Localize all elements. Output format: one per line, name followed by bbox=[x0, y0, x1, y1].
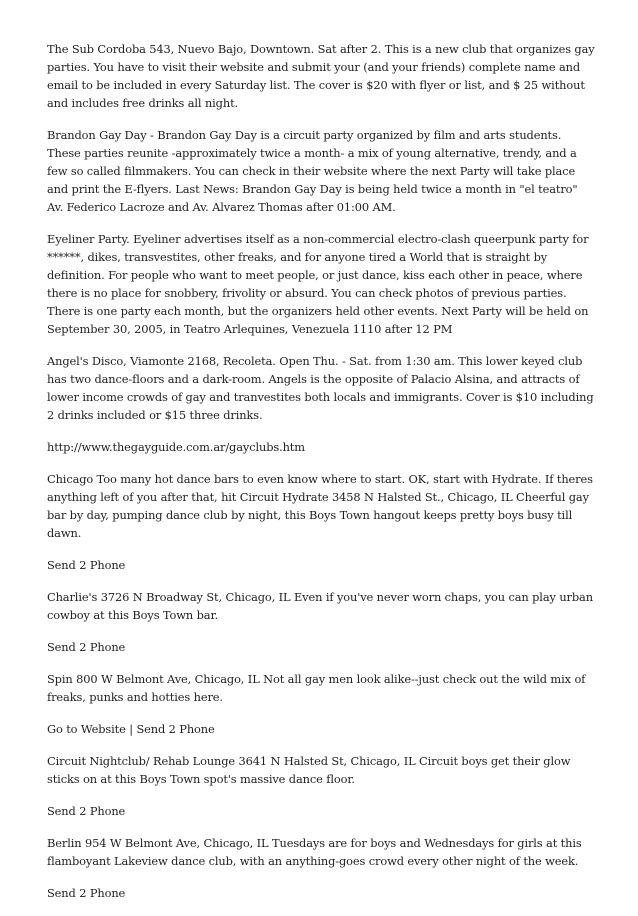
paragraph-brandon-gay-day: Brandon Gay Day - Brandon Gay Day is a circuit party organized by film and arts students. These parties reunite -approximately twice a month- a mix of young alternative, trendy, and a few so called filmmakers. You can check in their website where the next Party will take place and print the E-flyers. Last News: Brandon Gay Day is being held twice a month in "el teatro" Av. Federico Lacroze and Av. Alvarez Thomas after 01:00 AM. bbox=[47, 128, 578, 214]
send-2-phone-link[interactable]: Send 2 Phone bbox=[47, 804, 126, 818]
link-separator: | bbox=[129, 722, 133, 736]
paragraph-the-sub: The Sub Cordoba 543, Nuevo Bajo, Downtown. Sat after 2. This is a new club that organizes gay parties. You have to visit their website and submit your (and your friends) complete name and email to be included in every Saturday list. The cover is $20 with flyer or list, and $ 25 without and includes free drinks all night. bbox=[47, 42, 595, 110]
send-2-phone-link[interactable]: Send 2 Phone bbox=[47, 640, 126, 654]
listing-charlies-actions bbox=[47, 638, 595, 656]
document-page bbox=[47, 40, 595, 916]
paragraph-angels-disco: Angel's Disco, Viamonte 2168, Recoleta. Open Thu. - Sat. from 1:30 am. This lower keyed club has two dance-floors and a dark-room. Angels is the opposite of Palacio Alsina, and attracts of lower income crowds of gay and tranvestites both locals and immigrants. Cover is $10 including 2 drinks included or $15 three drinks. bbox=[47, 354, 594, 422]
paragraph-eyeliner-party: Eyeliner Party. Eyeliner advertises itself as a non-commercial electro-clash queerpunk party for ******, dikes, transvestites, other freaks, and for anyone tired a World that is straight by definition. For people who want to meet people, or just dance, kiss each other in peace, where there is no place for snobbery, frivolity or absurd. You can check photos of previous parties. There is one party each month, but the organizers held other events. Next Party will be held on September 30, 2005, in Teatro Arlequines, Venezuela 1110 after 12 PM bbox=[47, 232, 589, 336]
listing-chicago-too: Chicago Too many hot dance bars to even know where to start. OK, start with Hydrate. If theres anything left of you after that, hit Circuit Hydrate 3458 N Halsted St., Chicago, IL Cheerful gay bar by day, pumping dance club by night, this Boys Town hangout keeps pretty boys busy till dawn. bbox=[47, 472, 593, 540]
listing-chicago-too-actions bbox=[47, 556, 595, 574]
listing-circuit-nightclub-actions bbox=[47, 802, 595, 820]
send-2-phone-link[interactable]: Send 2 Phone bbox=[136, 722, 215, 736]
listing-charlies: Charlie's 3726 N Broadway St, Chicago, IL Even if you've never worn chaps, you can play urban cowboy at this Boys Town bar. bbox=[47, 590, 593, 622]
listing-spin-actions bbox=[47, 720, 595, 738]
listing-spin: Spin 800 W Belmont Ave, Chicago, IL Not all gay men look alike--just check out the wild mix of freaks, punks and hotties here. bbox=[47, 672, 586, 704]
listing-berlin-actions bbox=[47, 884, 595, 902]
listing-circuit-nightclub: Circuit Nightclub/ Rehab Lounge 3641 N Halsted St, Chicago, IL Circuit boys get their glow sticks on at this Boys Town spot's massive dance floor. bbox=[47, 754, 571, 786]
send-2-phone-link[interactable]: Send 2 Phone bbox=[47, 886, 126, 900]
source-url-line bbox=[47, 438, 595, 456]
source-url-link[interactable]: http://www.thegayguide.com.ar/gayclubs.htm bbox=[47, 440, 305, 454]
send-2-phone-link[interactable]: Send 2 Phone bbox=[47, 558, 126, 572]
go-to-website-link[interactable]: Go to Website bbox=[47, 722, 126, 736]
listing-berlin: Berlin 954 W Belmont Ave, Chicago, IL Tuesdays are for boys and Wednesdays for girls at this flamboyant Lakeview dance club, with an anything-goes crowd every other night of the week. bbox=[47, 836, 582, 868]
